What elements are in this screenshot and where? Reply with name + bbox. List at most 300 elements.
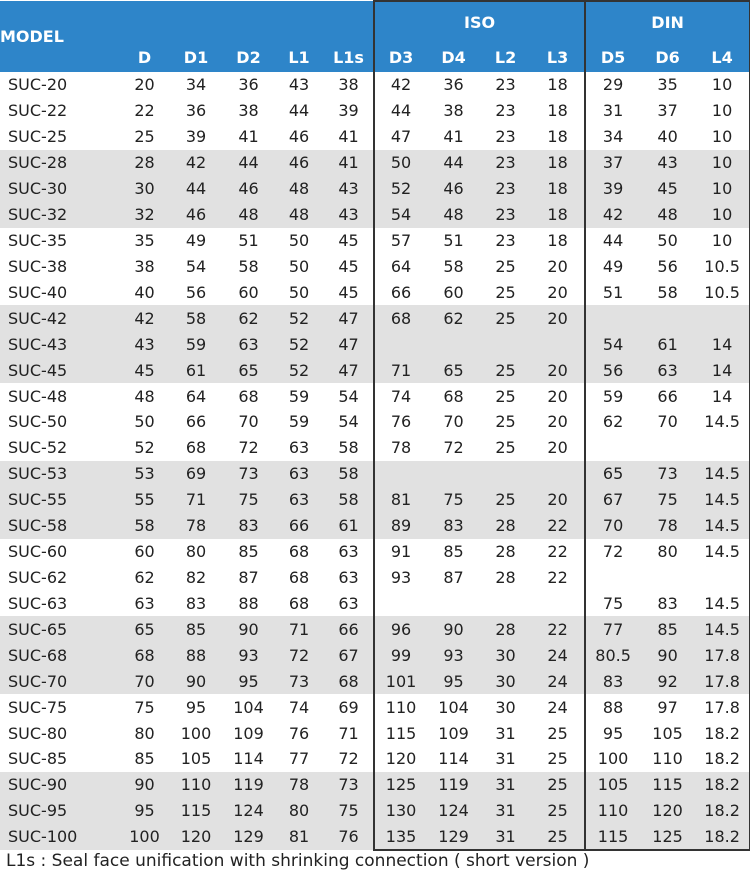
table-row [0, 668, 750, 694]
value-cell-d1: 88 [169, 642, 223, 668]
value-cell-d: 48 [134, 386, 155, 406]
value-cell-d2: 72 [238, 438, 259, 458]
value-cell-d3: 99 [374, 642, 427, 668]
model-cell: SUC-20 [8, 75, 68, 95]
value-cell-l3: 20 [531, 487, 585, 513]
value-cell-d5: 72 [585, 539, 640, 565]
value-cell-l1s: 43 [324, 176, 374, 202]
value-cell-d5 [585, 565, 640, 591]
value-cell-d3: 78 [374, 435, 427, 461]
value-cell-l4: 14 [695, 357, 750, 383]
value-cell-d: 70 [120, 668, 169, 694]
value-cell-l3: 18 [531, 124, 585, 150]
value-cell-l1: 66 [274, 513, 324, 539]
model-cell: SUC-75 [8, 697, 68, 717]
value-cell-d4 [427, 590, 480, 616]
value-cell-l3: 20 [531, 357, 585, 383]
value-cell-l1: 68 [288, 542, 310, 562]
value-cell-d: 75 [134, 697, 155, 717]
value-cell-d4: 72 [443, 438, 464, 458]
value-cell-l4: 10.5 [695, 279, 750, 305]
value-cell-l2: 31 [480, 824, 531, 850]
value-cell-l4: 14.5 [695, 409, 750, 435]
value-cell-d: 22 [134, 101, 155, 121]
value-cell-l1s: 68 [324, 668, 374, 694]
value-cell-d6: 85 [640, 616, 695, 642]
value-cell-l3 [531, 461, 585, 487]
table-row [0, 409, 750, 435]
col-header-d6: D6 [640, 42, 695, 72]
value-cell-l4: 14.5 [695, 461, 750, 487]
value-cell-d3: 44 [374, 98, 427, 124]
value-cell-d3: 125 [374, 772, 427, 798]
value-cell-d3: 101 [374, 668, 427, 694]
model-cell: SUC-55 [0, 487, 120, 513]
value-cell-l2: 28 [495, 542, 516, 562]
value-cell-d4: 75 [427, 487, 480, 513]
value-cell-l4: 14 [695, 383, 750, 409]
model-cell: SUC-65 [0, 616, 120, 642]
value-cell-d5 [585, 305, 640, 331]
value-cell-l3: 20 [531, 253, 585, 279]
value-cell-l1s: 38 [338, 75, 359, 95]
value-cell-l1: 59 [288, 412, 310, 432]
value-cell-l4: 10 [695, 150, 750, 176]
value-cell-d6: 37 [657, 101, 678, 121]
value-cell-l2: 25 [480, 357, 531, 383]
model-cell: SUC-30 [0, 176, 120, 202]
value-cell-d2: 95 [223, 668, 274, 694]
value-cell-d2: 114 [233, 749, 264, 769]
value-cell-l2: 23 [480, 176, 531, 202]
value-cell-d3: 57 [374, 228, 427, 254]
value-cell-d4: 83 [427, 513, 480, 539]
value-cell-d1: 49 [185, 230, 207, 250]
value-cell-l2: 31 [495, 723, 516, 743]
value-cell-d1: 68 [185, 438, 207, 458]
model-cell: SUC-35 [8, 230, 68, 250]
value-cell-d: 65 [120, 616, 169, 642]
value-cell-d5: 51 [585, 279, 640, 305]
value-cell-d4: 41 [443, 127, 464, 147]
model-cell: SUC-63 [8, 593, 68, 613]
value-cell-l1: 52 [274, 331, 324, 357]
value-cell-d5: 105 [585, 772, 640, 798]
value-cell-d4: 129 [427, 824, 480, 850]
value-cell-d3: 81 [374, 487, 427, 513]
value-cell-l1s: 76 [324, 824, 374, 850]
value-cell-l1s: 58 [324, 461, 374, 487]
model-cell: SUC-38 [8, 256, 68, 276]
col-header-d2: D2 [223, 42, 274, 72]
value-cell-l1s: 39 [338, 101, 359, 121]
value-cell-l1: 68 [288, 567, 310, 587]
table-row [0, 228, 750, 254]
value-cell-d1: 105 [180, 749, 212, 769]
value-cell-d: 38 [134, 256, 155, 276]
value-cell-d3: 89 [374, 513, 427, 539]
value-cell-l1s: 69 [338, 697, 359, 717]
table-body [0, 72, 750, 850]
value-cell-l1s: 58 [324, 487, 374, 513]
value-cell-d6: 73 [640, 461, 695, 487]
value-cell-d6: 75 [640, 487, 695, 513]
value-cell-l1: 73 [274, 668, 324, 694]
value-cell-l2: 25 [495, 438, 516, 458]
value-cell-l4: 10.5 [695, 253, 750, 279]
value-cell-l1: 50 [288, 256, 310, 276]
value-cell-d4: 68 [443, 386, 464, 406]
value-cell-d2: 75 [223, 487, 274, 513]
value-cell-l4: 14.5 [695, 539, 750, 565]
value-cell-l3: 18 [531, 150, 585, 176]
value-cell-d5: 67 [585, 487, 640, 513]
model-cell: SUC-100 [0, 824, 120, 850]
table-row [0, 357, 750, 383]
value-cell-l4: 14.5 [695, 513, 750, 539]
value-cell-l2: 28 [480, 513, 531, 539]
model-cell: SUC-32 [0, 202, 120, 228]
value-cell-d5: 77 [585, 616, 640, 642]
value-cell-d3: 110 [374, 694, 427, 720]
value-cell-l1: 44 [288, 101, 310, 121]
model-cell: SUC-48 [8, 386, 68, 406]
value-cell-l3: 18 [531, 176, 585, 202]
table-row [0, 279, 750, 305]
value-cell-l1s: 54 [338, 412, 359, 432]
value-cell-d2: 44 [223, 150, 274, 176]
value-cell-d4 [427, 331, 480, 357]
value-cell-l2: 31 [480, 772, 531, 798]
value-cell-d2: 68 [238, 386, 259, 406]
value-cell-d1: 78 [169, 513, 223, 539]
value-cell-d5: 95 [585, 720, 640, 746]
value-cell-d3: 52 [374, 176, 427, 202]
value-cell-d1: 71 [169, 487, 223, 513]
value-cell-l3: 18 [531, 228, 585, 254]
table-row [0, 435, 750, 461]
col-header-l3: L3 [531, 42, 585, 72]
value-cell-d4: 48 [427, 202, 480, 228]
table-row [0, 694, 750, 720]
value-cell-d4: 51 [443, 230, 464, 250]
value-cell-l1: 46 [274, 150, 324, 176]
value-cell-d5: 75 [585, 590, 640, 616]
value-cell-d4: 38 [443, 101, 464, 121]
model-cell: SUC-45 [0, 357, 120, 383]
table-row [0, 202, 750, 228]
value-cell-l1s: 54 [338, 386, 359, 406]
value-cell-d: 43 [120, 331, 169, 357]
value-cell-d6: 115 [640, 772, 695, 798]
value-cell-l4: 10 [695, 176, 750, 202]
value-cell-d1: 36 [185, 101, 207, 121]
value-cell-d2: 87 [238, 567, 259, 587]
value-cell-l3 [531, 590, 585, 616]
value-cell-d: 80 [134, 723, 155, 743]
footnote: L1s : Seal face unification with shrinking connection ( short version ) [6, 851, 590, 871]
value-cell-d2: 104 [233, 697, 264, 717]
value-cell-d5: 56 [585, 357, 640, 383]
value-cell-d6: 61 [640, 331, 695, 357]
value-cell-l1: 76 [288, 723, 310, 743]
value-cell-d2: 65 [223, 357, 274, 383]
value-cell-d4: 109 [438, 723, 469, 743]
value-cell-d3: 115 [374, 720, 427, 746]
value-cell-l4: 17.8 [695, 694, 750, 720]
value-cell-d4: 124 [427, 798, 480, 824]
col-header-l2: L2 [480, 42, 531, 72]
table-row [0, 798, 750, 824]
value-cell-l3: 24 [531, 694, 585, 720]
value-cell-d: 28 [120, 150, 169, 176]
value-cell-d2: 109 [233, 723, 264, 743]
value-cell-l2: 31 [495, 749, 516, 769]
value-cell-d: 42 [120, 305, 169, 331]
value-cell-d1: 39 [185, 127, 207, 147]
value-cell-l2: 23 [495, 75, 516, 95]
value-cell-d1: 59 [169, 331, 223, 357]
model-cell: SUC-90 [0, 772, 120, 798]
value-cell-d6: 40 [657, 127, 678, 147]
value-cell-d3: 74 [374, 383, 427, 409]
value-cell-d2: 93 [223, 642, 274, 668]
value-cell-d3: 93 [374, 565, 427, 591]
model-cell: SUC-80 [8, 723, 68, 743]
value-cell-l1s: 66 [324, 616, 374, 642]
value-cell-l2: 23 [480, 202, 531, 228]
value-cell-l1s: 63 [338, 593, 359, 613]
value-cell-l1: 63 [288, 438, 310, 458]
value-cell-d2: 46 [223, 176, 274, 202]
value-cell-d1: 34 [185, 75, 207, 95]
value-cell-d6: 110 [652, 749, 683, 769]
value-cell-d: 52 [134, 438, 155, 458]
model-cell: SUC-62 [8, 567, 68, 587]
value-cell-d5: 54 [585, 331, 640, 357]
value-cell-d6: 78 [640, 513, 695, 539]
value-cell-d1: 83 [185, 593, 207, 613]
value-cell-d5: 31 [585, 98, 640, 124]
value-cell-d1: 95 [185, 697, 207, 717]
value-cell-d2: 58 [238, 256, 259, 276]
value-cell-d6: 70 [657, 412, 678, 432]
value-cell-d2: 73 [223, 461, 274, 487]
model-cell: SUC-53 [0, 461, 120, 487]
value-cell-d: 100 [120, 824, 169, 850]
value-cell-l1: 78 [274, 772, 324, 798]
value-cell-d6: 92 [640, 668, 695, 694]
value-cell-d: 35 [134, 230, 155, 250]
value-cell-l2: 23 [495, 127, 516, 147]
value-cell-l2: 28 [480, 616, 531, 642]
value-cell-d4: 90 [427, 616, 480, 642]
value-cell-d1: 120 [169, 824, 223, 850]
value-cell-d2: 119 [223, 772, 274, 798]
value-cell-d: 32 [120, 202, 169, 228]
value-cell-l1: 74 [288, 697, 310, 717]
value-cell-d1: 100 [180, 723, 212, 743]
table-row [0, 720, 750, 746]
value-cell-d6: 35 [657, 75, 678, 95]
value-cell-l1: 63 [274, 487, 324, 513]
value-cell-d1: 44 [169, 176, 223, 202]
value-cell-d2: 90 [223, 616, 274, 642]
value-cell-d6: 105 [652, 723, 683, 743]
value-cell-l4: 10 [695, 72, 750, 98]
model-cell: SUC-68 [0, 642, 120, 668]
value-cell-d4: 44 [427, 150, 480, 176]
value-cell-d: 63 [134, 593, 155, 613]
value-cell-d4: 60 [443, 282, 464, 302]
value-cell-d6: 97 [657, 697, 678, 717]
value-cell-d2: 124 [223, 798, 274, 824]
value-cell-l3: 20 [531, 383, 585, 409]
value-cell-d3: 54 [374, 202, 427, 228]
value-cell-d: 25 [134, 127, 155, 147]
value-cell-d1: 69 [169, 461, 223, 487]
value-cell-d1: 46 [169, 202, 223, 228]
value-cell-d6: 66 [657, 386, 678, 406]
model-cell: SUC-58 [0, 513, 120, 539]
value-cell-d: 90 [120, 772, 169, 798]
value-cell-d6 [640, 435, 695, 461]
value-cell-l3: 20 [531, 409, 585, 435]
value-cell-d3: 47 [374, 124, 427, 150]
value-cell-l2: 30 [495, 697, 516, 717]
value-cell-l1: 52 [274, 357, 324, 383]
value-cell-d: 20 [134, 75, 155, 95]
value-cell-d2: 48 [223, 202, 274, 228]
value-cell-d: 53 [120, 461, 169, 487]
value-cell-l4: 18.2 [695, 746, 750, 772]
value-cell-l1s: 58 [338, 438, 359, 458]
value-cell-l1s: 63 [338, 542, 359, 562]
value-cell-d5: 88 [585, 694, 640, 720]
value-cell-l4 [695, 435, 750, 461]
value-cell-l4: 10 [695, 228, 750, 254]
value-cell-l4: 18.2 [695, 798, 750, 824]
model-cell: SUC-60 [8, 542, 68, 562]
value-cell-d: 60 [134, 542, 155, 562]
value-cell-l4: 10 [695, 124, 750, 150]
value-cell-d4: 70 [443, 412, 464, 432]
value-cell-d6 [640, 305, 695, 331]
din-group-header: DIN [585, 1, 750, 42]
value-cell-d2: 36 [238, 75, 259, 95]
value-cell-d6: 50 [657, 230, 678, 250]
value-cell-d4: 46 [427, 176, 480, 202]
value-cell-d1: 66 [185, 412, 207, 432]
value-cell-l1s: 61 [324, 513, 374, 539]
iso-group-header: ISO [374, 1, 585, 42]
value-cell-l1s: 45 [338, 230, 359, 250]
value-cell-l4: 10 [695, 98, 750, 124]
value-cell-d2: 60 [238, 282, 259, 302]
value-cell-l2: 25 [495, 282, 516, 302]
value-cell-d6: 80 [657, 542, 678, 562]
value-cell-d5: 110 [585, 798, 640, 824]
col-header-d1: D1 [169, 42, 223, 72]
table-row [0, 616, 750, 642]
value-cell-d: 62 [134, 567, 155, 587]
value-cell-d5: 42 [585, 202, 640, 228]
value-cell-l3: 20 [531, 435, 585, 461]
value-cell-d1: 61 [169, 357, 223, 383]
value-cell-d: 50 [134, 412, 155, 432]
value-cell-d: 45 [120, 357, 169, 383]
value-cell-d4: 104 [438, 697, 469, 717]
table-row [0, 331, 750, 357]
value-cell-d6: 56 [657, 256, 678, 276]
value-cell-l1s: 67 [324, 642, 374, 668]
value-cell-d4 [427, 461, 480, 487]
value-cell-d4: 87 [443, 567, 464, 587]
value-cell-d5: 49 [585, 253, 640, 279]
value-cell-l4: 18.2 [695, 824, 750, 850]
value-cell-d: 95 [120, 798, 169, 824]
value-cell-d1: 54 [185, 256, 207, 276]
table-row [0, 824, 750, 850]
value-cell-d3: 120 [374, 746, 427, 772]
model-cell: SUC-50 [8, 412, 68, 432]
value-cell-d: 30 [120, 176, 169, 202]
value-cell-l3: 25 [531, 824, 585, 850]
value-cell-l3: 18 [531, 98, 585, 124]
value-cell-d3 [374, 331, 427, 357]
value-cell-l1s: 47 [324, 305, 374, 331]
value-cell-l1: 50 [288, 230, 310, 250]
value-cell-l4: 17.8 [695, 642, 750, 668]
value-cell-l4: 14.5 [695, 487, 750, 513]
value-cell-l3: 22 [531, 565, 585, 591]
value-cell-l1: 50 [288, 282, 310, 302]
col-header-l1s: L1s [324, 42, 374, 72]
col-header-l1: L1 [274, 42, 324, 72]
value-cell-d5: 37 [585, 150, 640, 176]
table-row [0, 383, 750, 409]
value-cell-d1: 110 [169, 772, 223, 798]
value-cell-d5: 29 [585, 72, 640, 98]
value-cell-d6: 63 [640, 357, 695, 383]
value-cell-l1s: 45 [338, 282, 359, 302]
value-cell-d4: 93 [427, 642, 480, 668]
value-cell-l1s: 73 [324, 772, 374, 798]
value-cell-l2: 23 [480, 150, 531, 176]
value-cell-l3: 20 [531, 305, 585, 331]
value-cell-d5: 34 [585, 124, 640, 150]
model-cell: SUC-28 [0, 150, 120, 176]
value-cell-l4: 14.5 [695, 616, 750, 642]
value-cell-d3: 130 [374, 798, 427, 824]
value-cell-l1: 59 [288, 386, 310, 406]
value-cell-d4: 95 [427, 668, 480, 694]
value-cell-l4: 18.2 [695, 772, 750, 798]
model-cell: SUC-40 [8, 282, 68, 302]
value-cell-d5: 59 [585, 383, 640, 409]
model-cell: SUC-70 [0, 668, 120, 694]
value-cell-d5: 115 [585, 824, 640, 850]
value-cell-l3: 22 [531, 539, 585, 565]
value-cell-l3: 24 [531, 668, 585, 694]
value-cell-d2: 70 [238, 412, 259, 432]
model-cell: SUC-42 [0, 305, 120, 331]
value-cell-l3: 20 [531, 279, 585, 305]
value-cell-l1: 81 [274, 824, 324, 850]
value-cell-d5 [585, 435, 640, 461]
value-cell-d2: 63 [223, 331, 274, 357]
value-cell-d3: 76 [374, 409, 427, 435]
